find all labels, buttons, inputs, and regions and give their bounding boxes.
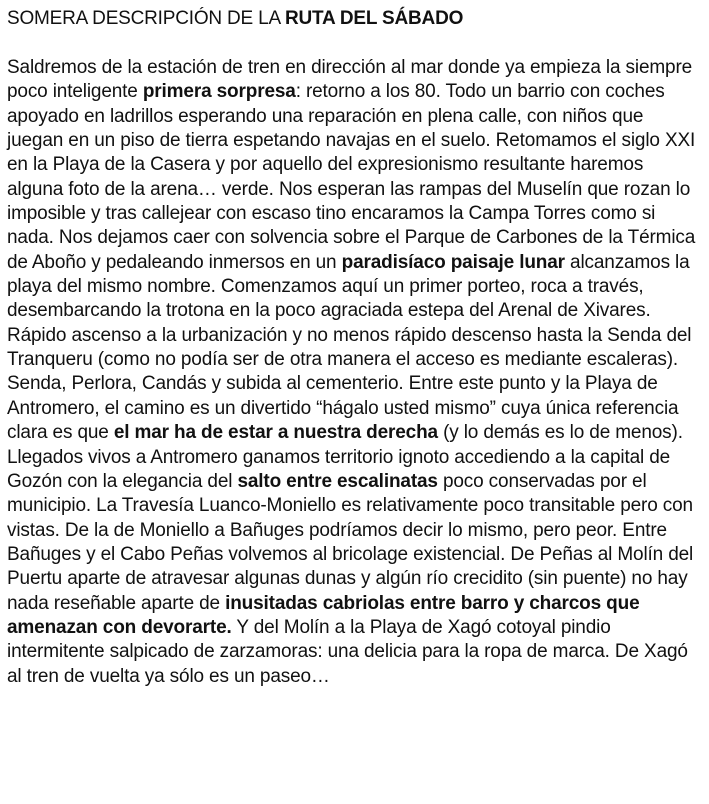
bold-phrase: primera sorpresa <box>142 81 296 103</box>
text-segment: Y del Molín a la Playa de Xagó cotoyal pindio intermitente salpicado de zarzamoras: una delicia para la ropa de marca. De Xagó al tren de vuelta ya sólo es un paseo… <box>7 616 688 687</box>
bold-phrase: salto entre escalinatas <box>237 470 438 492</box>
bold-phrase: paradisíaco paisaje lunar <box>341 251 565 273</box>
bold-phrase: el mar ha de estar a nuestra derecha <box>113 422 438 444</box>
title-emphasis: RUTA DEL SÁBADO <box>284 8 464 29</box>
document-title <box>7 8 703 30</box>
text-segment: poco conservadas por el municipio. La Travesía Luanco-Moniello es relativamente poco transitable pero con vistas. De la de Moniello a Bañuges podríamos decir lo mismo, pero peor. Entre Bañuges y el Cabo Peñas volvemos al bricolage existencial. De Peñas al Molín del Puertu aparte de atravesar algunas dunas y algún río crecidito (sin puente) no hay nada reseñable aparte de <box>7 470 694 614</box>
document-page <box>7 8 703 689</box>
route-description <box>7 56 703 689</box>
bold-phrase: inusitadas cabriolas entre barro y charcos que amenazan con devorarte. <box>7 592 640 638</box>
text-segment: alcanzamos la playa del mismo nombre. Comenzamos aquí un primer porteo, roca a través, desembarcando la trotona en la poco agraciada estepa del Arenal de Xivares. Rápido ascenso a la urbanización y no menos rápido descenso hasta la Senda del Tranqueru (como no podía ser de otra manera el acceso es mediante escaleras). Senda, Perlora, Candás y subida al cementerio. Entre este punto y la Playa de Antromero, el camino es un divertido “hágalo usted mismo” cuya única referencia clara es que <box>7 251 692 444</box>
text-segment: (y lo demás es lo de menos). Llegados vivos a Antromero ganamos territorio ignoto accediendo a la capital de Gozón con la elegancia del <box>7 422 683 492</box>
text-segment: Saldremos de la estación de tren en dirección al mar donde ya empieza la siempre poco inteligente <box>7 57 693 103</box>
title-prefix: SOMERA DESCRIPCIÓN DE LA <box>7 8 285 29</box>
text-segment: : retorno a los 80. Todo un barrio con coches apoyado en ladrillos esperando una reparación en plena calle, con niños que juegan en un piso de tierra espetando navajas en el suelo. Retomamos el siglo XXI en la Playa de la Casera y por aquello del expresionismo resultante haremos alguna foto de la arena… verde. Nos esperan las rampas del Muselín que rozan lo imposible y tras callejear con escaso tino encaramos la Campa Torres como si nada. Nos dejamos caer con solvencia sobre el Parque de Carbones de la Térmica de Aboño y pedaleando inmersos en un <box>7 81 696 273</box>
